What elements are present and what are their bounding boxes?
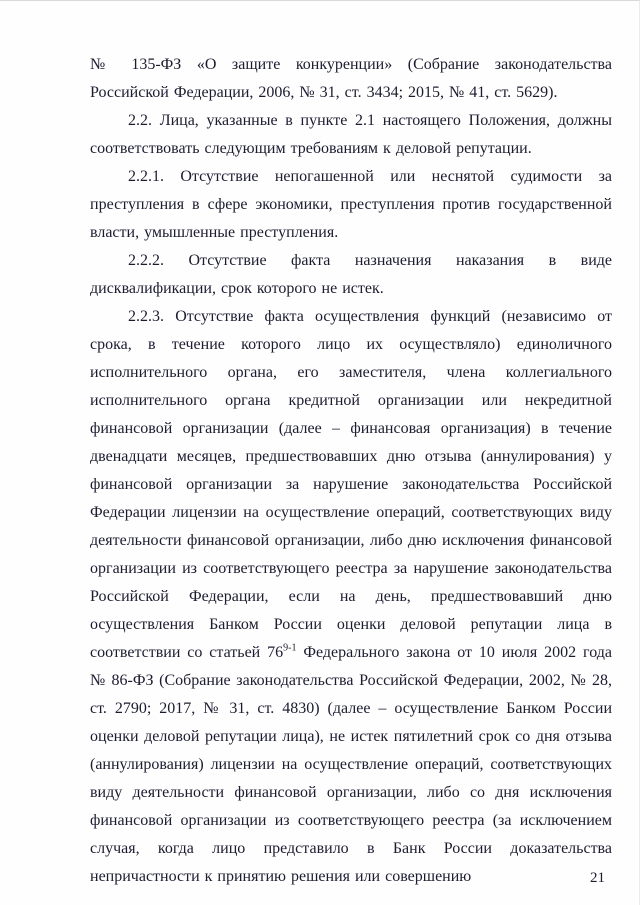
paragraph-2-2-2: 2.2.2. Отсутствие факта назначения наказания в виде дисквалификации, срок которого не истек. — [90, 252, 612, 297]
paragraph-continuation: № 135-ФЗ «О защите конкуренции» (Собрание законодательства Российской Федерации, 2006, № 31, ст. 3434; 2015, № 41, ст. 5629). — [90, 56, 612, 101]
page-number: 21 — [590, 870, 605, 886]
document-text-block — [90, 51, 612, 891]
article-superscript: 9-1 — [283, 642, 297, 654]
paragraph-2-2-1: 2.2.1. Отсутствие непогашенной или неснятой судимости за преступления в сфере экономики, преступления против государственной власти, умышленные преступления. — [90, 168, 612, 241]
paragraph-2-2: 2.2. Лица, указанные в пункте 2.1 настоящего Положения, должны соответствовать следующим требованиям к деловой репутации. — [90, 112, 612, 157]
paragraph-2-2-3-text-after: Федерального закона от 10 июля 2002 года № 86-ФЗ (Собрание законодательства Российской Федерации, 2002, № 28, ст. 2790; 2017, № 31, ст. 4830) (далее – осуществление Банком России оценки деловой репутации лица), не истек пятилетний срок со дня отзыва (аннулирования) лицензии на осуществление операций, соответствующих виду деятельности финансовой организации, либо со дня исключения финансовой организации из соответствующего реестра (за исключением случая, когда лицо представило в Банк России доказательства непричастности к принятию решения или совершению — [90, 644, 612, 885]
paragraph-2-2-3-text-before: 2.2.3. Отсутствие факта осуществления функций (независимо от срока, в течение которого лицо их осуществляло) единоличного исполнительного органа, его заместителя, члена коллегиального исполнительного органа кредитной организации или некредитной финансовой организации (далее – финансовая организация) в течение двенадцати месяцев, предшествовавших дню отзыва (аннулирования) у финансовой организации за нарушение законодательства Российской Федерации лицензии на осуществление операций, соответствующих виду деятельности финансовой организации, либо дню исключения финансовой организации из соответствующего реестра за нарушение законодательства Российской Федерации, если на день, предшествовавший дню осуществления Банком России оценки деловой репутации лица в соответствии со статьей 76 — [90, 308, 612, 661]
paragraph-2-2-3 — [90, 303, 612, 891]
